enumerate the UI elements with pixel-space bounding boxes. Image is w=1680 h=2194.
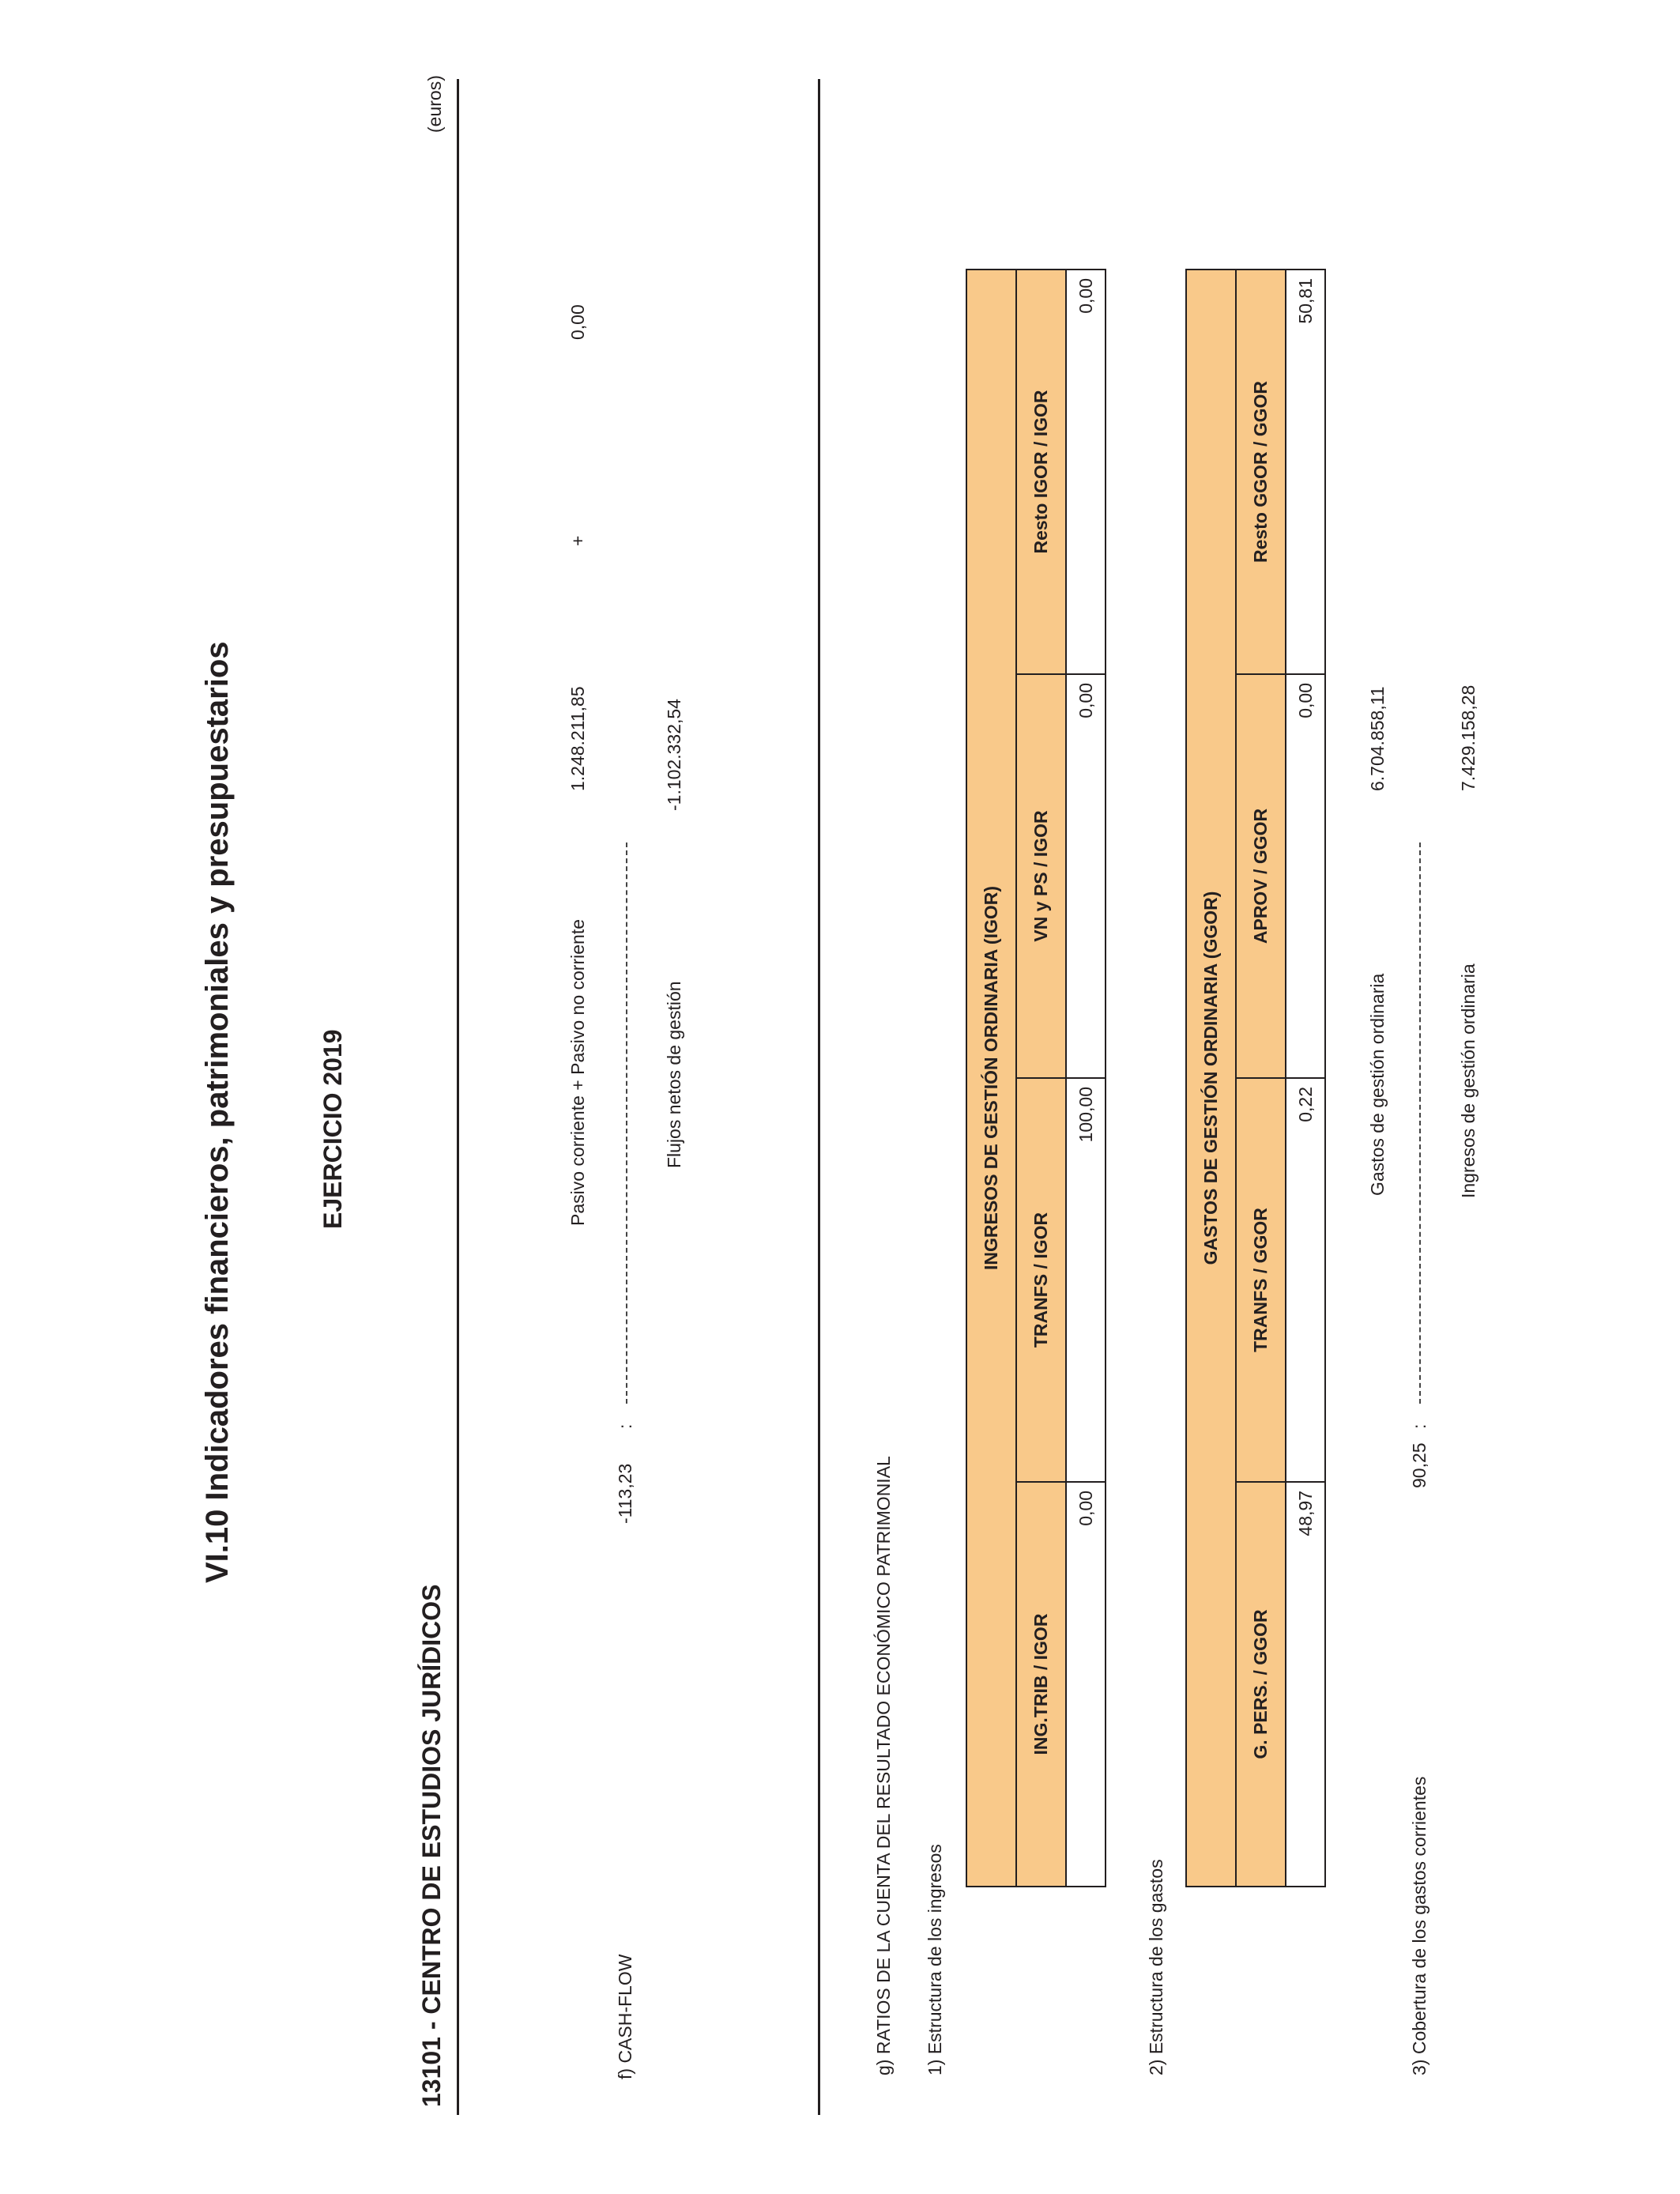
cobertura-value: 90,25 bbox=[1409, 1442, 1430, 1488]
gastos-value-resto: 50,81 bbox=[1286, 270, 1325, 674]
gastos-value-tranfs: 0,22 bbox=[1286, 1078, 1325, 1482]
ingresos-table bbox=[966, 269, 1106, 1887]
cobertura-numerator-value: 6.704.858,11 bbox=[1367, 686, 1388, 791]
section-rule bbox=[818, 79, 820, 2115]
ingresos-col-ing-trib: ING.TRIB / IGOR bbox=[1016, 1482, 1066, 1887]
ingresos-value-tranfs: 100,00 bbox=[1066, 1078, 1106, 1482]
cobertura-numerator-label: Gastos de gestión ordinaria bbox=[1367, 973, 1388, 1196]
cashflow-value: -113,23 bbox=[615, 1463, 635, 1524]
cashflow-denominator-value: -1.102.332,54 bbox=[664, 699, 684, 811]
ingresos-col-resto: Resto IGOR / IGOR bbox=[1016, 270, 1066, 674]
gastos-label: 2) Estructura de los gastos bbox=[1146, 1859, 1166, 2075]
cashflow-fraction-line bbox=[626, 843, 627, 1404]
gastos-value-aprov: 0,00 bbox=[1286, 674, 1325, 1078]
gastos-value-g-pers: 48,97 bbox=[1286, 1482, 1325, 1887]
ejercicio-label: EJERCICIO 2019 bbox=[318, 1029, 347, 1229]
gastos-col-tranfs: TRANFS / GGOR bbox=[1236, 1078, 1286, 1482]
ingresos-table-title: INGRESOS DE GESTIÓN ORDINARIA (IGOR) bbox=[966, 270, 1016, 1887]
ingresos-col-vn-ps: VN y PS / IGOR bbox=[1016, 674, 1066, 1078]
gastos-col-g-pers: G. PERS. / GGOR bbox=[1236, 1482, 1286, 1887]
ingresos-label: 1) Estructura de los ingresos bbox=[925, 1844, 945, 2075]
header-top-rule bbox=[457, 79, 459, 2115]
cobertura-label: 3) Cobertura de los gastos corrientes bbox=[1409, 1776, 1430, 2075]
cobertura-denominator-label: Ingresos de gestión ordinaria bbox=[1458, 963, 1478, 1198]
cashflow-numerator-label: Pasivo corriente + Pasivo no corriente bbox=[567, 918, 588, 1226]
cobertura-denominator-value: 7.429.158,28 bbox=[1458, 684, 1478, 791]
gastos-table-title: GASTOS DE GESTIÓN ORDINARIA (GGOR) bbox=[1186, 270, 1236, 1887]
cashflow-denominator-label: Flujos netos de gestión bbox=[664, 981, 684, 1168]
gastos-col-aprov: APROV / GGOR bbox=[1236, 674, 1286, 1078]
cashflow-plus-sign: + bbox=[567, 535, 588, 546]
units-label: (euros) bbox=[424, 75, 445, 133]
ingresos-value-resto: 0,00 bbox=[1066, 270, 1106, 674]
cashflow-extra-value: 0,00 bbox=[567, 304, 588, 340]
cashflow-numerator-value: 1.248.211,85 bbox=[567, 686, 588, 791]
ingresos-col-tranfs: TRANFS / IGOR bbox=[1016, 1078, 1066, 1482]
gastos-table bbox=[1185, 269, 1326, 1887]
ingresos-value-ing-trib: 0,00 bbox=[1066, 1482, 1106, 1887]
cashflow-colon: : bbox=[615, 1423, 635, 1429]
ingresos-value-vn-ps: 0,00 bbox=[1066, 674, 1106, 1078]
page-title: VI.10 Indicadores financieros, patrimoniales y presupuestarios bbox=[200, 641, 235, 1583]
cobertura-colon: : bbox=[1409, 1423, 1430, 1429]
entity-title: 13101 - CENTRO DE ESTUDIOS JURÍDICOS bbox=[417, 1584, 446, 2107]
ratios-section-label: g) RATIOS DE LA CUENTA DEL RESULTADO ECONÓMICO PATRIMONIAL bbox=[873, 1456, 894, 2075]
cashflow-label: f) CASH-FLOW bbox=[615, 1954, 635, 2079]
gastos-col-resto: Resto GGOR / GGOR bbox=[1236, 270, 1286, 674]
cobertura-fraction-line bbox=[1419, 843, 1421, 1404]
